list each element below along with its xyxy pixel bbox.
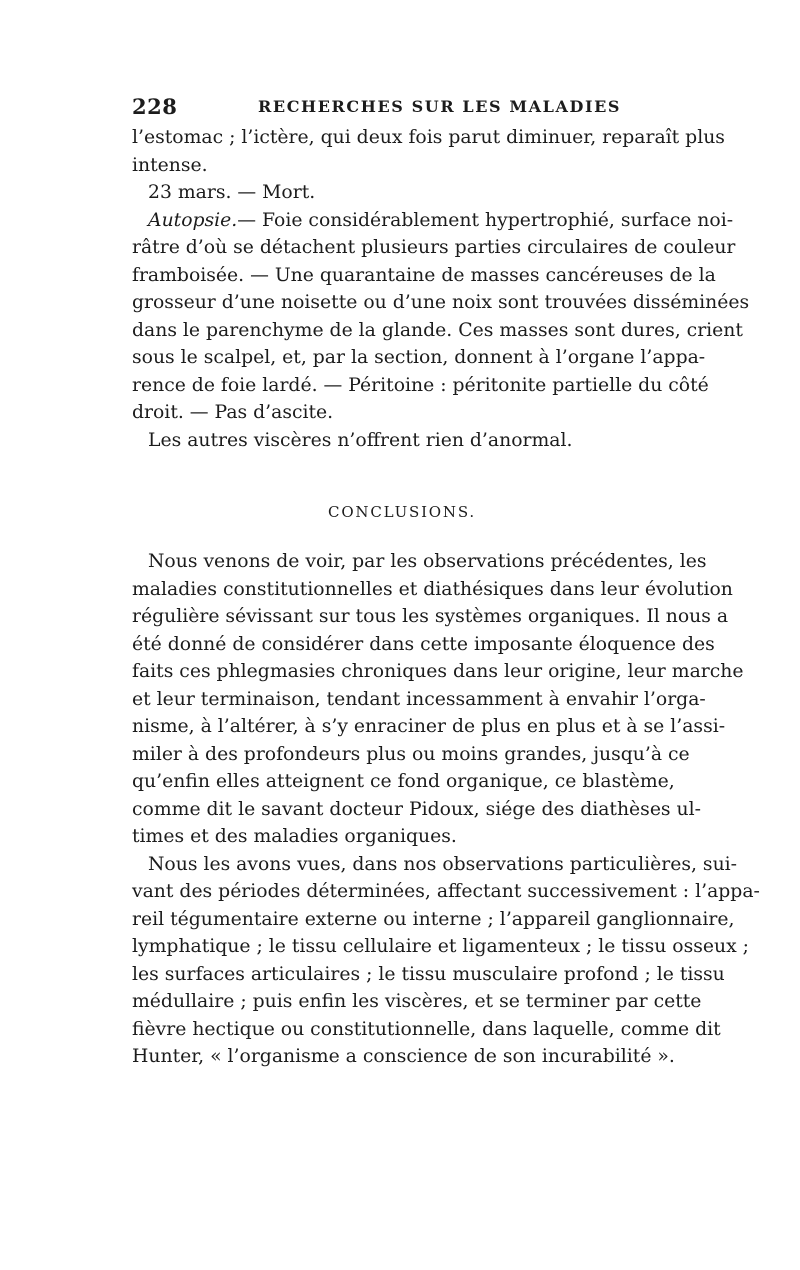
text-line: Hunter, « l’organisme a conscience de son incurabilité ».: [132, 1046, 675, 1067]
text-line: fièvre hectique ou constitutionnelle, dans laquelle, comme dit: [132, 1018, 721, 1040]
text-line: rence de foie lardé. — Péritoine : péritonite partielle du côté: [132, 374, 709, 396]
text-line: Nous les avons vues, dans nos observations particulières, sui-: [148, 853, 738, 875]
text-line: [132, 207, 734, 235]
text-line: vant des périodes déterminées, affectant successivement : l’appa-: [132, 881, 760, 902]
conclusions-heading: CONCLUSIONS.: [328, 503, 476, 521]
autopsy-label: Autopsie.: [148, 209, 238, 231]
running-head: RECHERCHES SUR LES MALADIES: [258, 97, 622, 116]
text-line: régulière sévissant sur tous les systèmes organiques. Il nous a: [132, 606, 729, 627]
text-line: qu’enfin elles atteignent ce fond organique, ce blastème,: [132, 771, 675, 792]
text-line: grosseur d’une noisette ou d’une noix sont trouvées disséminées: [132, 292, 750, 313]
text-line: médullaire ; puis enfin les viscères, et se terminer par cette: [132, 991, 702, 1012]
text-line: les surfaces articulaires ; le tissu musculaire profond ; le tissu: [132, 963, 725, 985]
text-line: et leur terminaison, tendant incessamment à envahir l’orga-: [132, 688, 706, 710]
text-line: dans le parenchyme de la glande. Ces masses sont dures, crient: [132, 319, 743, 341]
text-line: Nous venons de voir, par les observations précédentes, les: [148, 551, 707, 572]
case-report-text: [132, 124, 750, 454]
text-line: 23 mars. — Mort.: [148, 182, 316, 203]
text-line: framboisée. — Une quarantaine de masses cancéreuses de la: [132, 264, 716, 286]
page-header: [132, 94, 672, 124]
text-line: reil tégumentaire externe ou interne ; l’appareil ganglionnaire,: [132, 908, 735, 930]
conclusions-text: [132, 548, 760, 1071]
text-line: comme dit le savant docteur Pidoux, siége des diathèses ul-: [132, 798, 701, 820]
text-line: miler à des profondeurs plus ou moins grandes, jusqu’à ce: [132, 743, 690, 765]
text-line: intense.: [132, 154, 208, 176]
text-line: l’estomac ; l’ictère, qui deux fois parut diminuer, reparaît plus: [132, 127, 725, 148]
autopsy-text: — Foie considérablement hypertrophié, surface noi-: [237, 209, 734, 231]
text-line: faits ces phlegmasies chroniques dans leur origine, leur marche: [132, 661, 744, 682]
text-line: été donné de considérer dans cette imposante éloquence des: [132, 633, 715, 655]
text-line: sous le scalpel, et, par la section, donnent à l’organe l’appa-: [132, 347, 706, 368]
text-line: lymphatique ; le tissu cellulaire et ligamenteux ; le tissu osseux ;: [132, 936, 749, 957]
text-line: Les autres viscères n’offrent rien d’anormal.: [148, 429, 573, 451]
text-line: times et des maladies organiques.: [132, 826, 457, 847]
page-number: 228: [132, 94, 178, 119]
text-line: maladies constitutionnelles et diathésiques dans leur évolution: [132, 578, 733, 600]
text-line: râtre d’où se détachent plusieurs parties circulaires de couleur: [132, 237, 736, 258]
text-line: droit. — Pas d’ascite.: [132, 402, 334, 423]
text-line: nisme, à l’altérer, à s’y enraciner de plus en plus et à se l’assi-: [132, 716, 726, 737]
